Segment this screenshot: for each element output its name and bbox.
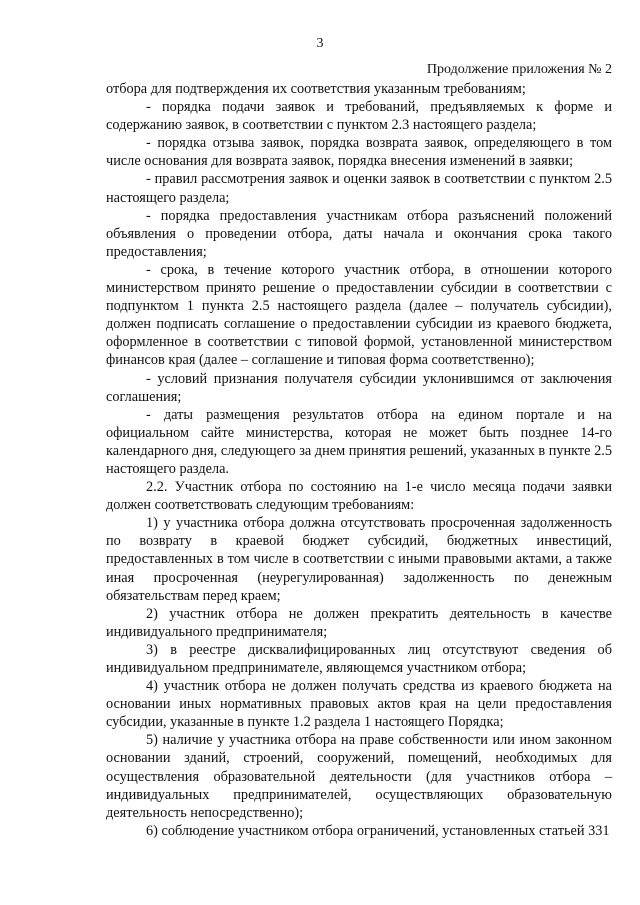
list-item-results-publication-date: - даты размещения результатов отбора на едином портале и на официальном сайте министерства, которая не может быть позднее 14-го календарного дня, следующего за днем принятия решений, указанных в пункте 2.5 настоящего раздела. [106, 406, 612, 477]
appendix-continuation-label: Продолжение приложения № 2 [426, 62, 612, 77]
requirement-4: 4) участник отбора не должен получать средства из краевого бюджета на основании иных нормативных правовых актов края на цели предоставления субсидии, указанные в пункте 1.2 раздела 1 настоящего Порядка; [106, 678, 612, 731]
list-item-review-rules: - правил рассмотрения заявок и оценки заявок в соответствии с пунктом 2.5 настоящего раздела; [106, 171, 612, 206]
list-item-evasion-conditions: - условий признания получателя субсидии уклонившимся от заключения соглашения; [106, 370, 612, 405]
requirement-5: 5) наличие у участника отбора на праве собственности или ином законном основании зданий, строений, сооружений, помещений, необходимых для осуществления образовательной деятельности (для участников отбора – индивидуальных предпринимателей, осуществляющих образовательную деятельность непосредственно); [106, 732, 612, 821]
clause-2-2: 2.2. Участник отбора по состоянию на 1-е число месяца подачи заявки должен соответствовать следующим требованиям: [106, 479, 612, 514]
list-item-clarification-procedure: - порядка предоставления участникам отбора разъяснений положений объявления о проведении отбора, даты начала и окончания срока такого предоставления; [106, 207, 612, 260]
requirement-2: 2) участник отбора не должен прекратить деятельность в качестве индивидуального предпринимателя; [106, 605, 612, 640]
paragraph-continuation: отбора для подтверждения их соответствия указанным требованиям; [106, 81, 526, 97]
requirement-6: 6) соблюдение участником отбора ограничений, установленных статьей 331 [146, 822, 610, 839]
requirement-3: 3) в реестре дисквалифицированных лиц отсутствуют сведения об индивидуальном предпринимателе, являющемся участником отбора; [106, 641, 612, 676]
page-number: 3 [316, 36, 324, 51]
document-body [106, 80, 612, 840]
requirement-1: 1) у участника отбора должна отсутствовать просроченная задолженность по возврату в краевой бюджет субсидий, бюджетных инвестиций, предоставленных в том числе в соответствии с иными правовыми актами, а также иная просроченная (неурегулированная) задолженность по денежным обязательствам перед краем; [106, 515, 612, 604]
list-item-withdrawal-procedure: - порядка отзыва заявок, порядка возврата заявок, определяющего в том числе основания для возврата заявок, порядка внесения изменений в заявки; [106, 135, 612, 170]
list-item-submission-procedure: - порядка подачи заявок и требований, предъявляемых к форме и содержанию заявок, в соответствии с пунктом 2.3 настоящего раздела; [106, 99, 612, 134]
list-item-signing-deadline: - срока, в течение которого участник отбора, в отношении которого министерством принято решение о предоставлении субсидии в соответствии с подпунктом 1 пункта 2.5 настоящего раздела (далее – получатель субсидии), должен подписать соглашение о предоставлении субсидии из краевого бюджета, оформленное в соответствии с типовой формой, установленной министерством финансов края (далее – соглашение и типовая форма соответственно); [106, 261, 612, 369]
